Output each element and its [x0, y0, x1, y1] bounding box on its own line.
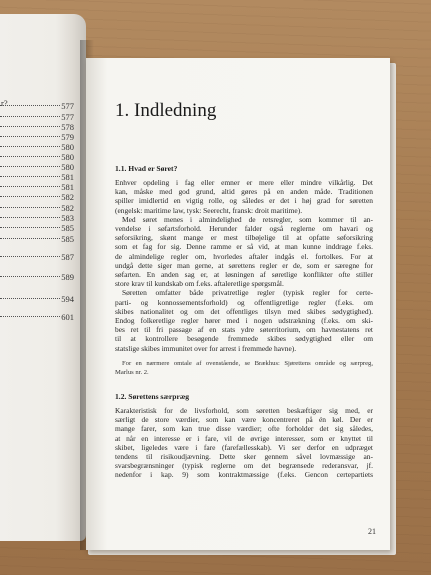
toc-leader-dots [0, 207, 60, 208]
chapter-title: 1. Indledning [115, 100, 217, 121]
toc-page-number: 585 [61, 234, 74, 244]
toc-fragment: r? [1, 98, 8, 108]
toc-page-number: 585 [61, 223, 74, 233]
body-line: de almindelige regler om, hvorledes aftaler indgås el. fortolkes. For at [115, 251, 373, 261]
toc-page-number: 583 [61, 213, 74, 223]
body-line: Enhver opdeling i fag eller emner er mere eller mindre vilkårlig. Det [115, 178, 373, 187]
toc-row [0, 192, 82, 203]
toc-leader-dots [0, 105, 60, 106]
toc-page-number: 581 [61, 172, 74, 182]
section-heading-1: 1.1. Hvad er Søret? [115, 164, 178, 173]
body-line: til at kontrollere besøgende fremmede skibes sødygtighed eller om [115, 334, 373, 344]
toc-row [0, 272, 82, 283]
body-line: svarsbegrænsninger (typisk reglerne om det begrænsede rederansvar, jf. [115, 461, 373, 471]
toc-leader-dots [0, 156, 60, 157]
body-line: Med søret menes i almindelighed de retsregler, som kommer til an- [122, 214, 373, 224]
body-line: bes ret til fri passage af en stats ydre søterritorium, om havnestatens ret [115, 325, 373, 335]
body-line: som et fag for sig. Denne ramme er så vid, at man kunne inddrage f.eks. [115, 242, 373, 252]
toc-page-number: 580 [61, 162, 74, 172]
body-line: undgå dette siger man gerne, at sørettens regler er de, som er særegne for [115, 260, 373, 270]
body-line: statslige skibes immunitet over for arrest i fremmede havne). [115, 343, 297, 353]
left-page [0, 14, 86, 541]
body-line: at når en interesse er i fare, vil de øvrige interesser, som er knyttet til [115, 433, 373, 443]
toc-page-number: 589 [61, 272, 74, 282]
toc-leader-dots [0, 116, 60, 117]
toc-row [0, 101, 82, 112]
toc-page-number: 594 [61, 294, 74, 304]
toc-page-number: 577 [61, 112, 74, 122]
toc-page-number: 577 [61, 101, 74, 111]
body-line: spiller imidlertid en vigtig rolle, og således er det i høj grad for søretten [115, 196, 373, 206]
toc-leader-dots [0, 217, 60, 218]
toc-leader-dots [0, 298, 60, 299]
body-line: kan, måske med god grund, altid gøres på en anden måde. Traditionen [115, 187, 373, 197]
toc-leader-dots [0, 146, 60, 147]
body-line: søfarten. En anden sag er, at løsningen af søretlige konflikter ofte stiller [115, 270, 373, 279]
toc-page-number: 578 [61, 122, 74, 132]
body-line: (engelsk: maritime law, tysk: Seerecht, fransk: droit maritime). [115, 205, 303, 215]
body-line: særligt de store værdier, som kan være koncentreret på én køl. Der er [115, 415, 373, 425]
toc-page-number: 581 [61, 182, 74, 192]
body-line: vendelse i søfartsforhold. Herunder falder også reglerne om havari og [115, 224, 373, 233]
toc-leader-dots [0, 136, 60, 137]
body-line: tendens til risikoudjævning. Dette sker gennem såvel lovmæssige an- [115, 452, 373, 461]
toc-row [0, 312, 82, 323]
toc-row [0, 234, 82, 245]
body-line: mange farer, som kan true disse værdier; ofte forholder det sig således, [115, 424, 373, 434]
toc-leader-dots [0, 238, 60, 239]
body-line: Endog folkeretlige regler hører med i nogen udstrækning (f.eks. om ski- [115, 316, 373, 325]
body-line: parti- og konnossementsforhold) og offentligretlige regler (f.eks. om [115, 297, 373, 307]
toc-page-number: 601 [61, 312, 74, 322]
toc-leader-dots [0, 166, 60, 167]
toc-row [0, 223, 82, 234]
section-heading-2: 1.2. Sørettens særpræg [115, 392, 190, 401]
body-line: nedenfor i kap. 9) som kontraktmæssige (f.eks. Gencon certepartiets [115, 470, 373, 480]
toc-page-number: 580 [61, 142, 74, 152]
toc-leader-dots [0, 316, 60, 317]
body-line: skibes nationalitet og om det offentliges tilsyn med skibes sødygtighed). [115, 306, 373, 316]
toc-leader-dots [0, 276, 60, 277]
toc-row [0, 252, 82, 263]
toc-row [0, 294, 82, 305]
toc-leader-dots [0, 186, 60, 187]
toc-page-number: 579 [61, 132, 74, 142]
toc-page-number: 582 [61, 192, 74, 202]
body-line: Søretten omfatter både privatretlige regler (typisk regler for certe- [122, 288, 373, 298]
toc-leader-dots [0, 176, 60, 177]
page-number: 21 [368, 527, 376, 536]
toc-page-number: 580 [61, 152, 74, 162]
body-line: søforsikring, skønt mange er mest tilbøjelige til at opfatte søforsikring [115, 233, 373, 243]
toc-leader-dots [0, 126, 60, 127]
body-line: skibet, ligeledes være i fare (farefællesskab). Vi ser derfor en udpræget [115, 442, 373, 452]
body-line: store krav til kundskab om f.eks. aftaleretlige spørgsmål. [115, 279, 284, 289]
toc-leader-dots [0, 227, 60, 228]
footnote-line: For en nærmere omtale af ovenstående, se Brækhus: Sjørettens område og særpreg, [122, 360, 373, 367]
toc-leader-dots [0, 256, 60, 257]
toc-page-number: 587 [61, 252, 74, 262]
toc-leader-dots [0, 196, 60, 197]
toc-page-number: 582 [61, 203, 74, 213]
body-line: Karakteristisk for de livsforhold, som søretten beskæftiger sig med, er [115, 406, 373, 415]
footnote-line: Marlus nr. 2. [115, 369, 149, 376]
